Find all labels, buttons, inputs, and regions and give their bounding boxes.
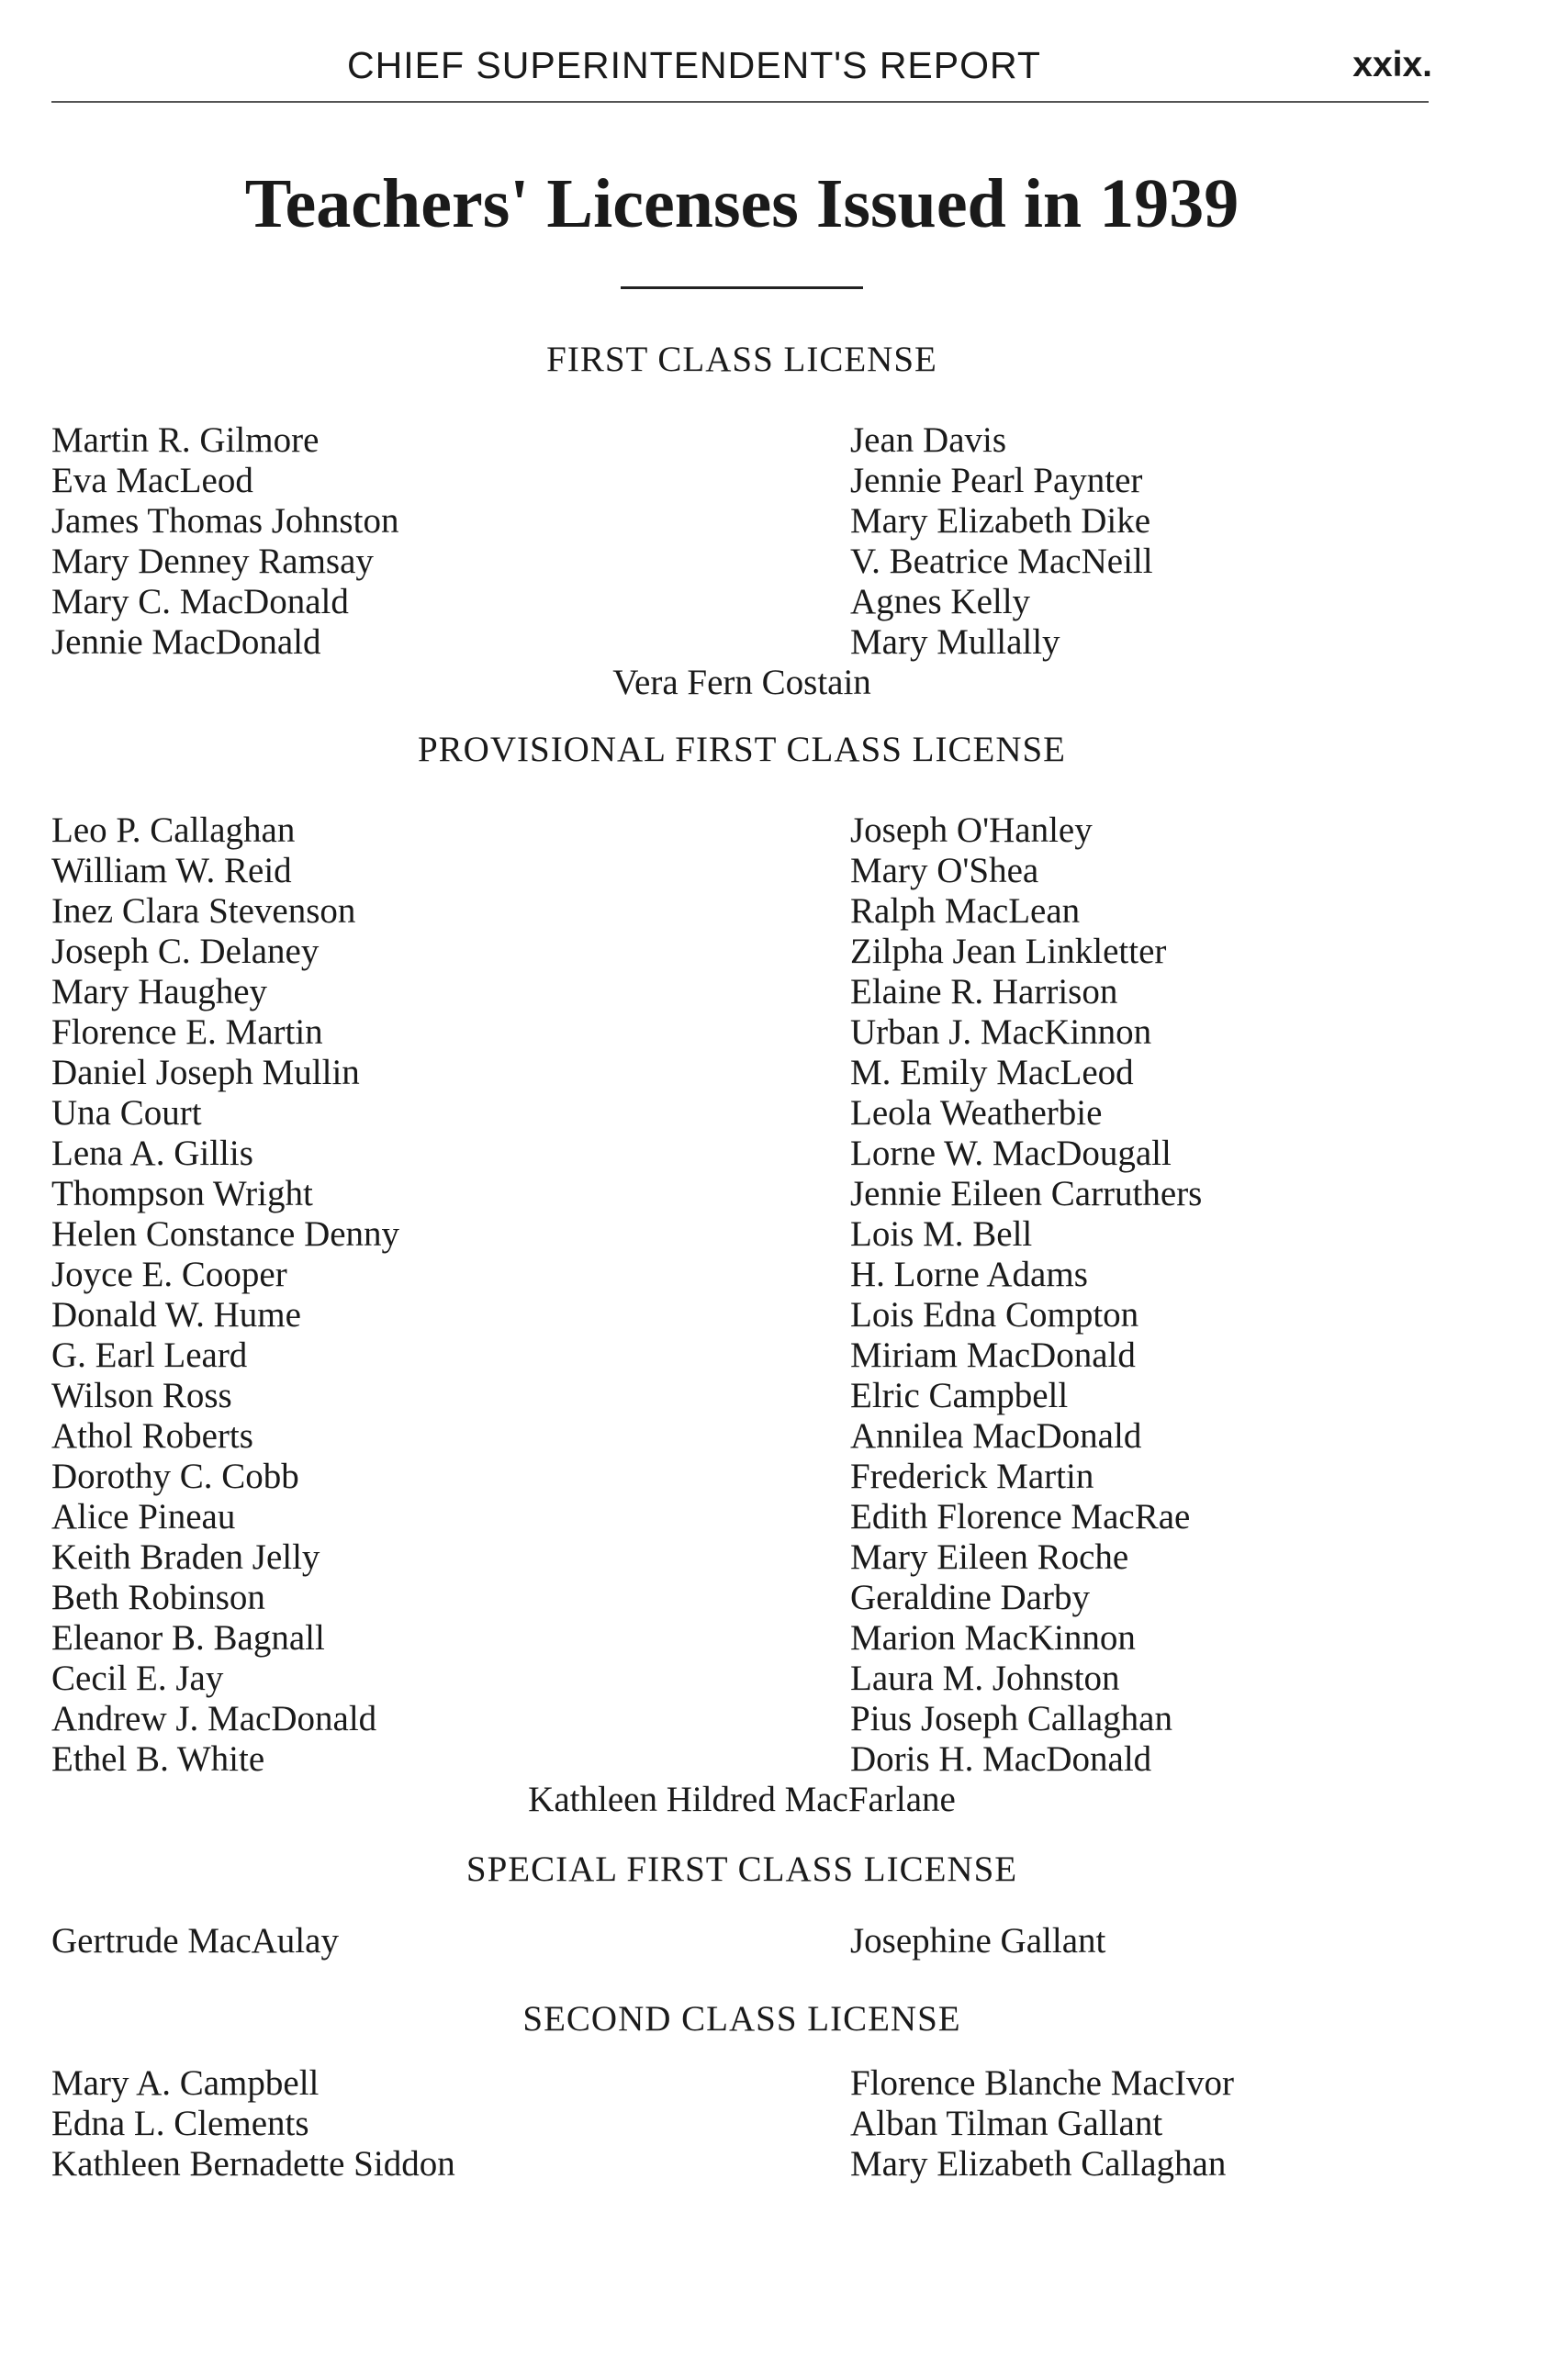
running-title: CHIEF SUPERINTENDENT'S REPORT xyxy=(347,44,1041,86)
header-rule xyxy=(51,101,1429,103)
licensee-name: Wilson Ross xyxy=(51,1376,232,1415)
name-column-right xyxy=(850,810,1202,1780)
licensee-name: Leo P. Callaghan xyxy=(51,810,296,850)
licensee-name: Mary Mullally xyxy=(850,622,1060,662)
licensee-name: Mary Elizabeth Callaghan xyxy=(850,2144,1227,2184)
licensee-name: Gertrude MacAulay xyxy=(51,1921,339,1961)
licensee-name: Joyce E. Cooper xyxy=(51,1255,287,1294)
section-heading: SPECIAL FIRST CLASS LICENSE xyxy=(465,1849,1018,1889)
licensee-name: Edna L. Clements xyxy=(51,2104,309,2143)
licensee-name: Mary Eileen Roche xyxy=(850,1537,1129,1577)
title-rule xyxy=(621,286,863,289)
licensee-name: Lois M. Bell xyxy=(850,1214,1033,1254)
licensee-name: V. Beatrice MacNeill xyxy=(850,542,1153,581)
licensee-name: Ralph MacLean xyxy=(850,891,1081,931)
licensee-name: Cecil E. Jay xyxy=(51,1659,224,1698)
name-column-right xyxy=(850,2063,1234,2184)
licensee-name: Pius Joseph Callaghan xyxy=(850,1699,1172,1738)
licensee-name: Laura M. Johnston xyxy=(850,1659,1120,1698)
name-column-left xyxy=(51,2063,455,2184)
licensee-name: Mary Denney Ramsay xyxy=(51,542,374,581)
licensee-name: Athol Roberts xyxy=(51,1416,253,1456)
licensee-name: Edith Florence MacRae xyxy=(850,1497,1191,1536)
section-heading: SECOND CLASS LICENSE xyxy=(522,1999,961,2039)
licensee-name: Joseph C. Delaney xyxy=(51,932,320,971)
licensee-name: Agnes Kelly xyxy=(850,582,1031,621)
licensee-name: Mary C. MacDonald xyxy=(51,582,349,621)
licensee-name: Joseph O'Hanley xyxy=(850,810,1093,850)
running-head xyxy=(0,42,1559,88)
licensee-name: Elaine R. Harrison xyxy=(850,972,1118,1011)
licensee-name: Urban J. MacKinnon xyxy=(850,1012,1152,1052)
licensee-name: Keith Braden Jelly xyxy=(51,1537,320,1577)
licensee-name: Mary Elizabeth Dike xyxy=(850,501,1151,541)
licensee-name: Mary A. Campbell xyxy=(51,2063,320,2103)
licensee-name: Ethel B. White xyxy=(51,1739,265,1779)
licensee-name: Annilea MacDonald xyxy=(850,1416,1142,1456)
licensee-name: Mary O'Shea xyxy=(850,851,1039,890)
licensee-name: Donald W. Hume xyxy=(51,1295,301,1335)
licensee-name: Kathleen Bernadette Siddon xyxy=(51,2144,455,2184)
licensee-name: Lena A. Gillis xyxy=(51,1134,253,1173)
licensee-name: Miriam MacDonald xyxy=(850,1335,1136,1375)
licensee-name: Alice Pineau xyxy=(51,1497,236,1536)
licensee-name: H. Lorne Adams xyxy=(850,1255,1088,1294)
licensee-name: Beth Robinson xyxy=(51,1578,265,1617)
name-column-left xyxy=(51,1921,339,1961)
licensee-name: Helen Constance Denny xyxy=(51,1214,400,1254)
licensee-name: Inez Clara Stevenson xyxy=(51,891,356,931)
licensee-name: Jean Davis xyxy=(850,420,1007,460)
licensee-name: Frederick Martin xyxy=(850,1457,1094,1496)
licensee-name: Jennie MacDonald xyxy=(51,622,321,662)
licensee-name: Dorothy C. Cobb xyxy=(51,1457,299,1496)
name-column-left xyxy=(51,420,398,663)
licensee-name: Una Court xyxy=(51,1093,202,1133)
licensee-name: Elric Campbell xyxy=(850,1376,1069,1415)
licensee-name: Zilpha Jean Linkletter xyxy=(850,932,1167,971)
section-heading: PROVISIONAL FIRST CLASS LICENSE xyxy=(417,730,1067,769)
licensee-name: Leola Weatherbie xyxy=(850,1093,1103,1133)
licensee-name: Eva MacLeod xyxy=(51,461,253,500)
licensee-name: Jennie Eileen Carruthers xyxy=(850,1174,1203,1213)
licensee-name: Andrew J. MacDonald xyxy=(51,1699,377,1738)
licensee-name: G. Earl Leard xyxy=(51,1335,248,1375)
name-column-right xyxy=(850,1921,1105,1961)
licensee-name: M. Emily MacLeod xyxy=(850,1053,1134,1092)
licensee-name: William W. Reid xyxy=(51,851,292,890)
licensee-name: Mary Haughey xyxy=(51,972,268,1011)
page-number: xxix. xyxy=(1352,45,1432,84)
licensee-name: Florence E. Martin xyxy=(51,1012,323,1052)
name-column-right xyxy=(850,420,1153,663)
licensee-name: Lorne W. MacDougall xyxy=(850,1134,1172,1173)
licensee-name: Doris H. MacDonald xyxy=(850,1739,1152,1779)
licensee-name: Geraldine Darby xyxy=(850,1578,1090,1617)
licensee-name: Josephine Gallant xyxy=(850,1921,1106,1961)
licensee-name: Eleanor B. Bagnall xyxy=(51,1618,325,1658)
licensee-name: Jennie Pearl Paynter xyxy=(850,461,1143,500)
licensee-name: Alban Tilman Gallant xyxy=(850,2104,1163,2143)
licensee-name: Thompson Wright xyxy=(51,1174,313,1213)
centered-name: Vera Fern Costain xyxy=(612,663,871,702)
licensee-name: Florence Blanche MacIvor xyxy=(850,2063,1234,2103)
section-heading: FIRST CLASS LICENSE xyxy=(546,340,937,379)
licensee-name: Martin R. Gilmore xyxy=(51,420,320,460)
licensee-name: Marion MacKinnon xyxy=(850,1618,1136,1658)
licensee-name: James Thomas Johnston xyxy=(51,501,399,541)
name-column-left xyxy=(51,810,399,1780)
licensee-name: Daniel Joseph Mullin xyxy=(51,1053,360,1092)
page-title: Teachers' Licenses Issued in 1939 xyxy=(244,165,1239,242)
licensee-name: Lois Edna Compton xyxy=(850,1295,1139,1335)
centered-name: Kathleen Hildred MacFarlane xyxy=(528,1780,956,1819)
